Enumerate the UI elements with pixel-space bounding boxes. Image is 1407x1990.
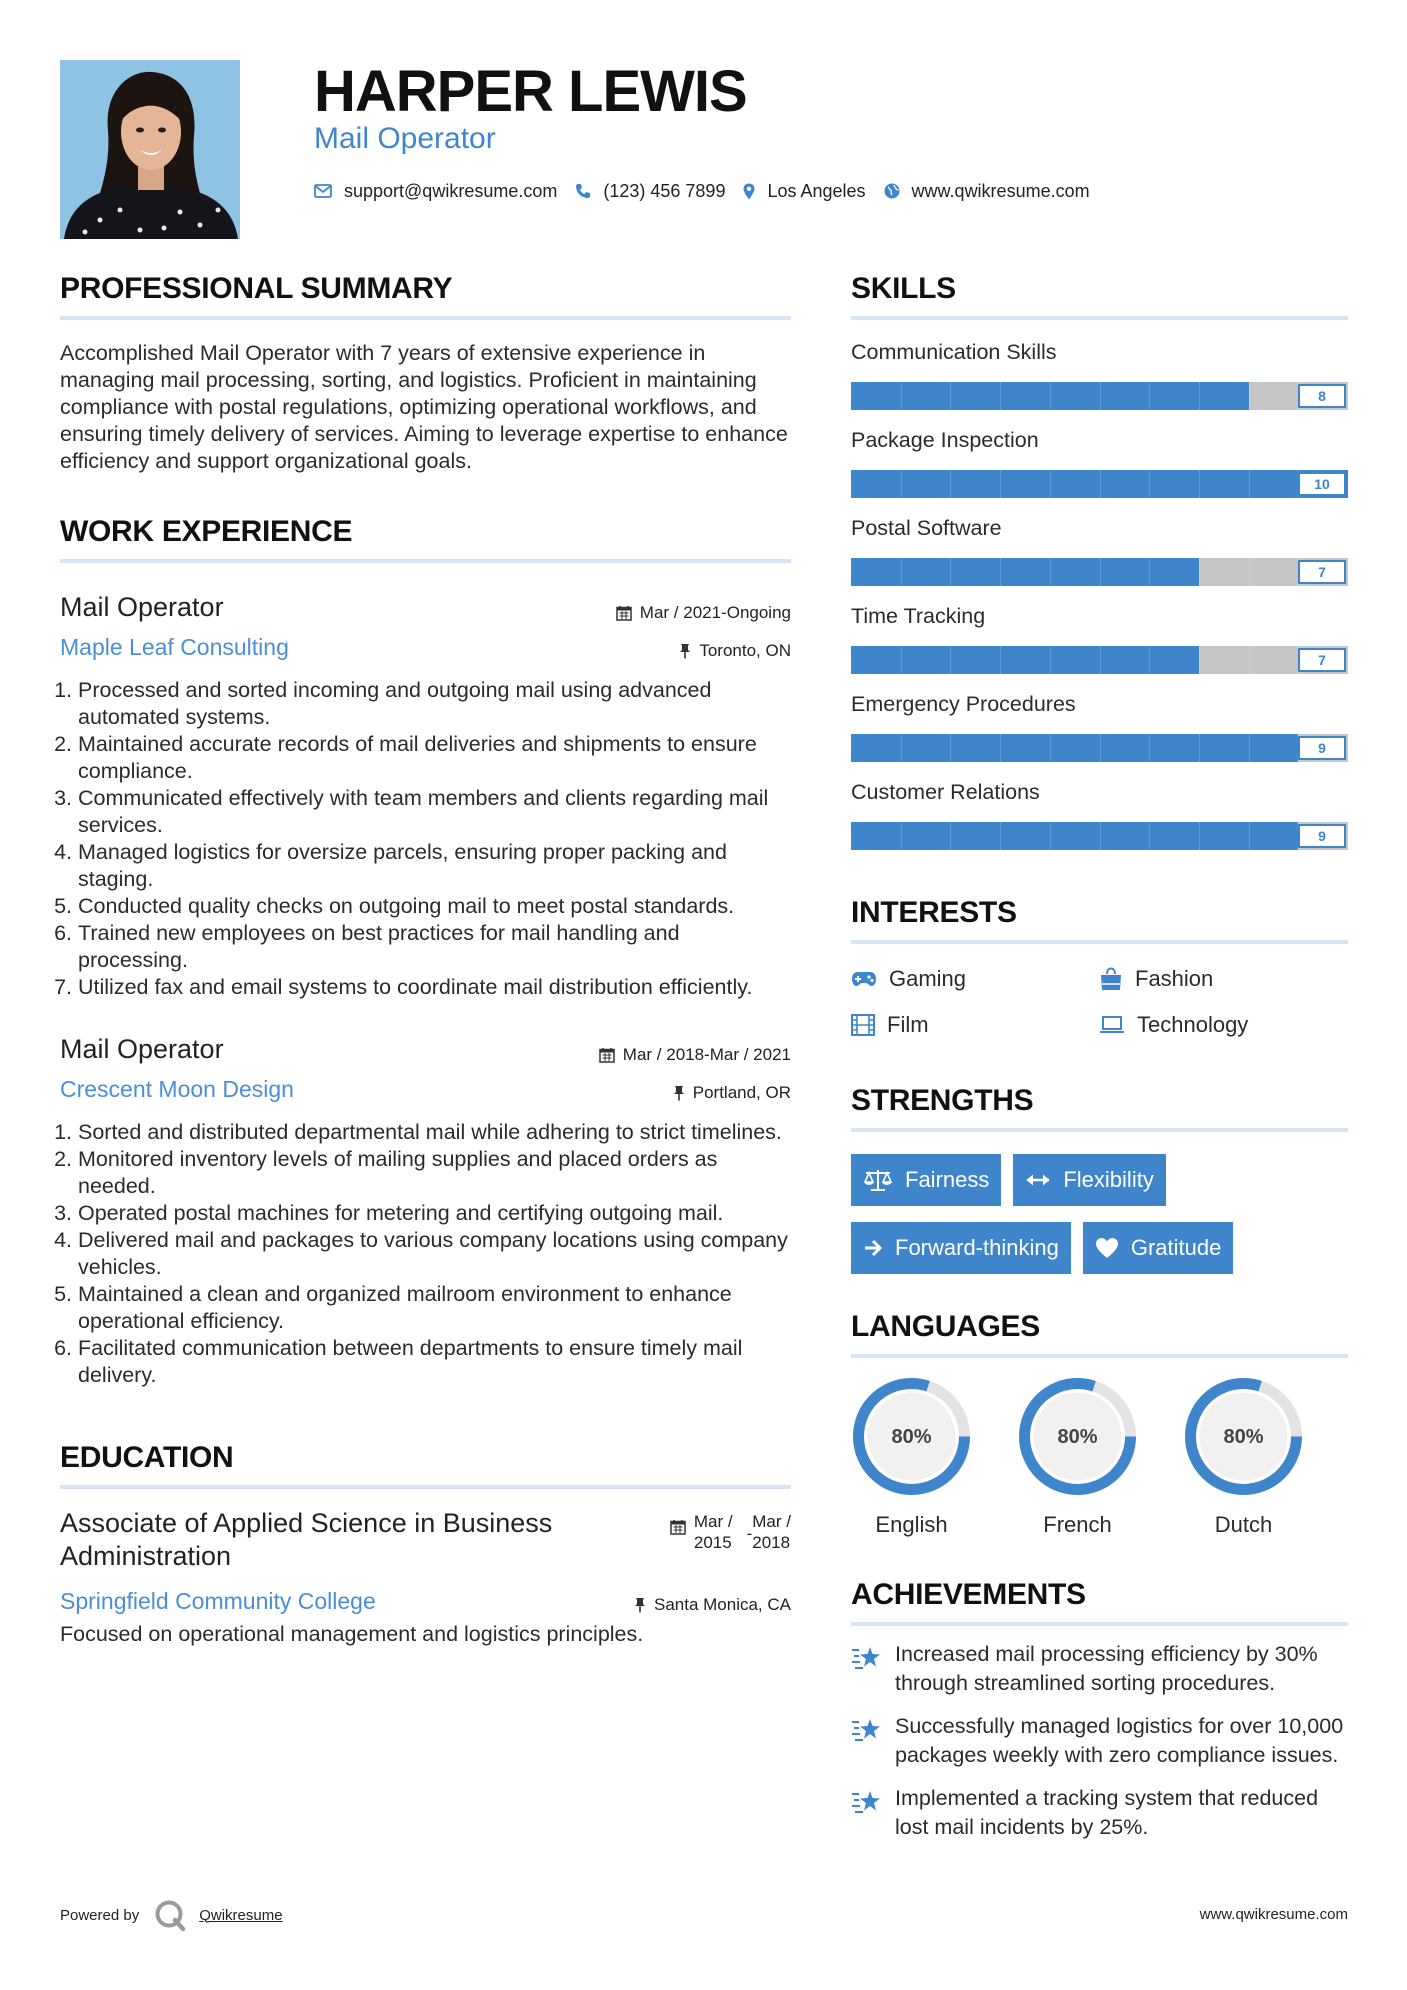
list-item: 5. Maintained a clean and organized mailroom environment to enhance operational efficiency. — [78, 1281, 791, 1335]
pin-icon — [679, 643, 691, 659]
skill-bar-divider — [1249, 646, 1250, 674]
achievement-item — [851, 1640, 1348, 1698]
strength-pill — [851, 1222, 1071, 1274]
experience-heading: WORK EXPERIENCE — [60, 515, 791, 563]
list-item: 5. Conducted quality checks on outgoing mail to meet postal standards. — [78, 893, 791, 920]
job-responsibilities — [60, 1119, 791, 1389]
calendar-icon — [616, 605, 632, 621]
school-name[interactable]: Springfield Community College — [60, 1588, 376, 1614]
job-responsibilities — [60, 677, 791, 1001]
skill-bar-divider — [1249, 822, 1250, 850]
language-name: French — [1043, 1512, 1112, 1537]
languages-heading: LANGUAGES — [851, 1310, 1348, 1358]
language-percent: 80% — [1223, 1426, 1264, 1448]
list-item: 7. Utilized fax and email systems to coordinate mail distribution efficiently. — [78, 974, 791, 1001]
job-dates-text: Mar / 2021-Ongoing — [639, 603, 791, 622]
strength-label: Forward-thinking — [895, 1235, 1059, 1260]
skill-bar-divider — [901, 470, 902, 498]
contact-bar — [314, 178, 1108, 204]
skill-bar-divider — [1050, 822, 1051, 850]
language-name: English — [875, 1512, 948, 1537]
achievement-text: Implemented a tracking system that reduced lost mail incidents by 25%. — [895, 1786, 1319, 1839]
map-marker-icon — [743, 183, 755, 200]
education-end-month: Mar / — [752, 1512, 791, 1531]
gamepad-icon — [851, 971, 877, 987]
interest-item — [851, 1012, 1099, 1038]
powered-by-text: Powered by — [60, 1906, 140, 1924]
achievement-text: Successfully managed logistics for over 10,000 packages weekly with zero compliance issues. — [895, 1714, 1344, 1767]
list-item: 1. Sorted and distributed departmental mail while adhering to strict timelines. — [78, 1119, 791, 1146]
skill-bar-divider — [901, 734, 902, 762]
skill-bar-fill — [851, 558, 1199, 586]
summary-section — [60, 272, 791, 475]
skill-name: Emergency Procedures — [851, 692, 1076, 716]
phone-icon — [575, 183, 591, 199]
list-item: 2. Monitored inventory levels of mailing supplies and placed orders as needed. — [78, 1146, 791, 1200]
interest-item — [1099, 1012, 1347, 1038]
skill-bar-divider — [1100, 646, 1101, 674]
skill-bar-divider — [950, 470, 951, 498]
education-location — [634, 1595, 791, 1615]
heart-icon — [1095, 1237, 1119, 1259]
interest-item — [851, 966, 1099, 992]
language-item — [851, 1376, 972, 1538]
skill-level-badge: 10 — [1298, 472, 1346, 496]
right-column — [851, 272, 1348, 1842]
skill-bar-divider — [1000, 470, 1001, 498]
skill-bar-divider — [1149, 470, 1150, 498]
strength-label: Gratitude — [1130, 1235, 1222, 1260]
profile-photo — [60, 60, 240, 239]
contact-location-text: Los Angeles — [767, 180, 866, 201]
achievement-item — [851, 1784, 1348, 1842]
candidate-title: Mail Operator — [314, 122, 496, 155]
list-item: 4. Delivered mail and packages to various company locations using company vehicles. — [78, 1227, 791, 1281]
list-item: 4. Managed logistics for oversize parcels, ensuring proper packing and staging. — [78, 839, 791, 893]
pin-icon — [634, 1597, 646, 1613]
skill-bar-divider — [901, 558, 902, 586]
skill-bar-fill — [851, 646, 1199, 674]
language-ring — [1017, 1376, 1138, 1497]
contact-email-text: support@qwikresume.com — [344, 180, 558, 201]
job-location-text: Toronto, ON — [699, 641, 791, 660]
achievements-heading: ACHIEVEMENTS — [851, 1578, 1348, 1626]
skill-level-badge: 9 — [1298, 824, 1346, 848]
contact-website[interactable] — [884, 181, 1090, 202]
skill-name: Communication Skills — [851, 340, 1057, 364]
skill-bar-divider — [1149, 734, 1150, 762]
qwikresume-logo-icon — [153, 1898, 187, 1932]
language-percent: 80% — [891, 1426, 932, 1448]
education-section — [60, 1441, 791, 1648]
skill-bar-divider — [1199, 470, 1200, 498]
skills-list — [851, 340, 1348, 850]
list-item: 3. Communicated effectively with team members and clients regarding mail services. — [78, 785, 791, 839]
skill-bar-divider — [1199, 822, 1200, 850]
skill-level-badge: 7 — [1298, 560, 1346, 584]
skills-heading: SKILLS — [851, 272, 1348, 320]
language-name: Dutch — [1214, 1512, 1273, 1537]
skill-bar-fill — [851, 734, 1298, 762]
skill-name: Time Tracking — [851, 604, 986, 628]
skill-bar-fill — [851, 822, 1298, 850]
strengths-heading: STRENGTHS — [851, 1084, 1348, 1132]
skill-bar-divider — [1199, 382, 1200, 410]
skill-bar-divider — [1050, 646, 1051, 674]
skill-bar — [851, 734, 1348, 762]
skill-bar-divider — [1199, 646, 1200, 674]
shooting-star-icon — [851, 1644, 883, 1672]
skill-name: Postal Software — [851, 516, 1002, 540]
skill-bar-divider — [1149, 382, 1150, 410]
skill-item — [851, 780, 1348, 850]
interest-label: Film — [887, 1012, 929, 1037]
job-entry — [60, 589, 791, 1001]
skill-item — [851, 692, 1348, 762]
skill-bar-divider — [1000, 822, 1001, 850]
job-title: Mail Operator — [60, 1034, 224, 1064]
skill-bar-divider — [1000, 382, 1001, 410]
job-dates-text: Mar / 2018-Mar / 2021 — [622, 1045, 791, 1064]
skill-bar — [851, 470, 1348, 498]
languages-section — [851, 1310, 1348, 1538]
skill-bar-divider — [950, 558, 951, 586]
skill-level-badge: 9 — [1298, 736, 1346, 760]
interests-section — [851, 896, 1348, 1038]
skill-bar — [851, 382, 1348, 410]
candidate-name: HARPER LEWIS — [314, 59, 747, 124]
language-item — [1017, 1376, 1138, 1538]
interest-label: Technology — [1137, 1012, 1249, 1037]
skill-bar — [851, 558, 1348, 586]
skill-bar-divider — [1050, 558, 1051, 586]
job-entry — [60, 1031, 791, 1389]
interest-label: Fashion — [1135, 966, 1214, 991]
skill-bar-divider — [1149, 822, 1150, 850]
skill-bar-divider — [901, 646, 902, 674]
list-item: 3. Operated postal machines for metering and certifying outgoing mail. — [78, 1200, 791, 1227]
job-dates — [599, 1045, 791, 1065]
contact-email[interactable] — [314, 181, 557, 202]
laptop-icon — [1099, 1016, 1125, 1034]
footer-brand-link[interactable]: Qwikresume — [199, 1906, 283, 1924]
achievement-item — [851, 1712, 1348, 1770]
skill-bar-divider — [1199, 558, 1200, 586]
skill-bar-divider — [1149, 646, 1150, 674]
skill-bar-divider — [950, 734, 951, 762]
skill-bar-divider — [950, 382, 951, 410]
skill-bar-divider — [901, 822, 902, 850]
balance-scale-icon — [863, 1169, 893, 1191]
contact-phone-text: (123) 456 7899 — [603, 180, 726, 201]
job-company[interactable]: Crescent Moon Design — [60, 1076, 294, 1102]
language-item — [1183, 1376, 1304, 1538]
footer-powered-by — [60, 1898, 283, 1932]
skill-bar-divider — [1249, 558, 1250, 586]
list-item: 2. Maintained accurate records of mail deliveries and shipments to ensure compliance. — [78, 731, 791, 785]
skill-name: Customer Relations — [851, 780, 1040, 804]
skill-level-badge: 8 — [1298, 384, 1346, 408]
skill-bar-divider — [1050, 470, 1051, 498]
contact-location — [743, 181, 865, 202]
skill-bar-divider — [950, 646, 951, 674]
summary-text: Accomplished Mail Operator with 7 years of extensive experience in managing mail processing, sorting, and logistics. Proficient in maintaining compliance with postal regulations, optimizing operational workflows, and ensuring timely delivery of services. Aiming to leverage expertise to enhance efficiency and support organizational goals. — [60, 341, 788, 473]
calendar-icon — [670, 1519, 686, 1535]
calendar-icon — [599, 1047, 615, 1063]
achievement-text: Increased mail processing efficiency by 30% through streamlined sorting procedures. — [895, 1642, 1318, 1695]
language-ring — [851, 1376, 972, 1497]
interest-label: Gaming — [889, 966, 967, 991]
job-location — [673, 1083, 791, 1103]
strength-pill — [1083, 1222, 1234, 1274]
job-company[interactable]: Maple Leaf Consulting — [60, 634, 289, 660]
education-end-year: 2018 — [752, 1533, 791, 1552]
experience-section — [60, 515, 791, 1389]
skill-bar-divider — [1149, 558, 1150, 586]
skill-bar-divider — [1249, 382, 1250, 410]
skill-bar-divider — [1249, 734, 1250, 762]
skill-item — [851, 428, 1348, 498]
strength-label: Flexibility — [1063, 1167, 1154, 1192]
envelope-icon — [314, 184, 332, 198]
contact-website-text: www.qwikresume.com — [911, 180, 1090, 201]
skill-item — [851, 340, 1348, 410]
achievements-section — [851, 1578, 1348, 1842]
strength-pill — [1013, 1154, 1165, 1206]
skill-bar-divider — [950, 822, 951, 850]
languages-list — [851, 1376, 1348, 1538]
skill-bar-divider — [1000, 734, 1001, 762]
list-item: 1. Processed and sorted incoming and outgoing mail using advanced automated systems. — [78, 677, 791, 731]
skill-bar-divider — [1050, 734, 1051, 762]
skill-bar — [851, 822, 1348, 850]
job-dates — [616, 603, 791, 623]
list-item: 6. Trained new employees on best practices for mail handling and processing. — [78, 920, 791, 974]
skill-bar-divider — [1249, 470, 1250, 498]
interests-heading: INTERESTS — [851, 896, 1348, 944]
skill-bar-divider — [1050, 382, 1051, 410]
education-date-dash: - — [746, 1524, 753, 1543]
skill-bar-divider — [1100, 558, 1101, 586]
strength-label: Fairness — [905, 1167, 990, 1192]
skill-level-badge: 7 — [1298, 648, 1346, 672]
strength-pill — [851, 1154, 1001, 1206]
left-column — [60, 272, 791, 1648]
skill-bar-divider — [1100, 470, 1101, 498]
education-heading: EDUCATION — [60, 1441, 791, 1489]
shooting-star-icon — [851, 1788, 883, 1816]
skill-bar-divider — [1100, 822, 1101, 850]
education-dates — [670, 1511, 791, 1573]
education-location-text: Santa Monica, CA — [653, 1595, 791, 1614]
job-location — [679, 641, 791, 661]
list-item: 6. Facilitated communication between departments to ensure timely mail delivery. — [78, 1335, 791, 1389]
pin-icon — [673, 1085, 685, 1101]
arrow-right-icon — [863, 1238, 883, 1258]
skill-bar-divider — [1100, 382, 1101, 410]
skill-name: Package Inspection — [851, 428, 1039, 452]
skill-bar — [851, 646, 1348, 674]
skill-bar-divider — [1199, 734, 1200, 762]
job-location-text: Portland, OR — [692, 1083, 791, 1102]
strengths-section — [851, 1084, 1348, 1274]
globe-icon — [884, 183, 900, 199]
skill-bar-divider — [1000, 558, 1001, 586]
shopping-bag-icon — [1099, 967, 1123, 991]
skill-bar-divider — [1100, 734, 1101, 762]
skill-bar-divider — [901, 382, 902, 410]
contact-phone[interactable] — [575, 181, 725, 202]
education-description: Focused on operational management and logistics principles. — [60, 1622, 644, 1646]
education-start-year: 2015 — [693, 1533, 732, 1552]
arrows-h-icon — [1025, 1173, 1051, 1187]
film-icon — [851, 1014, 875, 1036]
footer-website[interactable]: www.qwikresume.com — [1199, 1906, 1348, 1923]
job-title: Mail Operator — [60, 592, 224, 622]
skills-section — [851, 272, 1348, 850]
language-ring — [1183, 1376, 1304, 1497]
skill-item — [851, 516, 1348, 586]
skill-item — [851, 604, 1348, 674]
language-percent: 80% — [1057, 1426, 1098, 1448]
skill-bar-divider — [1000, 646, 1001, 674]
education-start-month: Mar / — [693, 1512, 733, 1531]
shooting-star-icon — [851, 1716, 883, 1744]
interest-item — [1099, 966, 1347, 992]
degree-title: Associate of Applied Science in Business Administration — [60, 1508, 553, 1571]
summary-heading: PROFESSIONAL SUMMARY — [60, 272, 791, 320]
